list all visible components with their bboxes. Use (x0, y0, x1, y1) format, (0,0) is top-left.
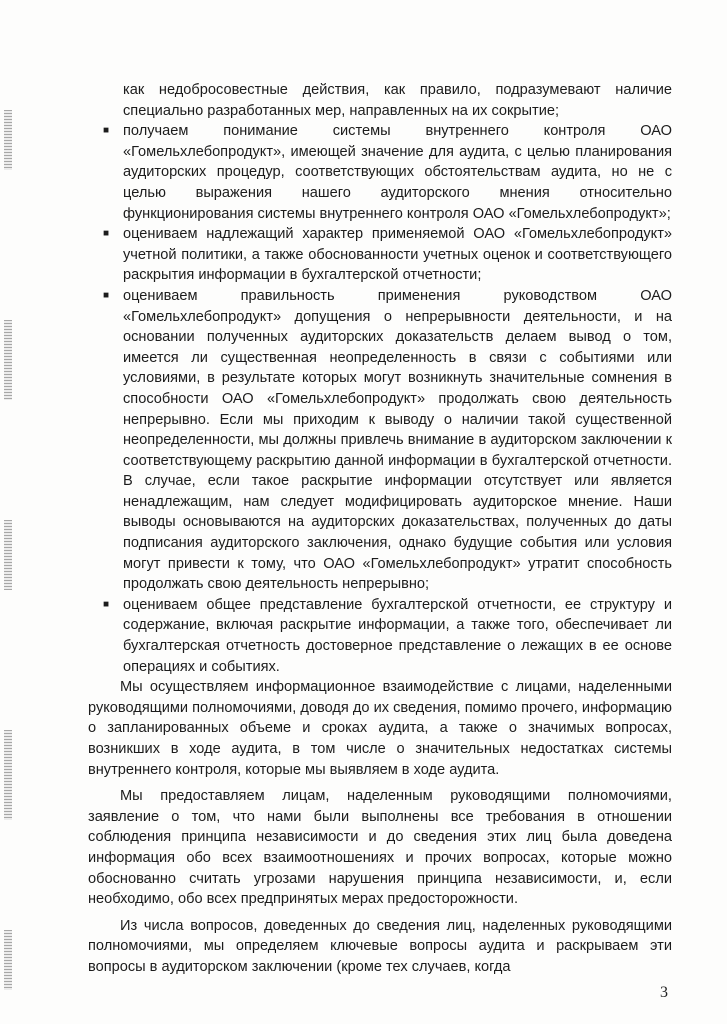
scan-artifact (4, 930, 12, 990)
list-item (88, 595, 672, 677)
list-item-text: оцениваем надлежащий характер применяемой ОАО «Гомельхлебопродукт» учетной политики, а также обоснованности учетных оценок и соответствующего раскрытия информации в бухгалтерской отчетности; (123, 226, 672, 284)
bullet-icon: ■ (103, 228, 110, 240)
bullet-icon: ■ (103, 289, 110, 301)
paragraph: Мы осуществляем информационное взаимодействие с лицами, наделенными руководящими полномочиями, доводя до их сведения, помимо прочего, информацию о запланированных объеме и сроках аудита, а также о значимых вопросах, возникших в ходе аудита, в том числе о значительных недостатках системы внутреннего контроля, которые мы выявляем в ходе аудита. (88, 679, 672, 778)
scan-artifact (4, 730, 12, 820)
scan-artifact (4, 320, 12, 400)
list-item-text: получаем понимание системы внутреннего контроля ОАО «Гомельхлебопродукт», имеющей значение для аудита, с целью планирования аудиторских процедур, соответствующих обстоятельствам аудита, но не с целью выражения нашего аудиторского мнения относительно функционирования системы внутреннего контроля ОАО «Гомельхлебопродукт»; (123, 123, 672, 222)
paragraph: Из числа вопросов, доведенных до сведения лиц, наделенных руководящими полномочиями, мы определяем ключевые вопросы аудита и раскрываем эти вопросы в аудиторском заключении (кроме тех случаев, когда (88, 917, 672, 975)
scan-artifact (4, 110, 12, 170)
scan-artifact (4, 520, 12, 590)
list-item-text: оцениваем общее представление бухгалтерской отчетности, ее структуру и содержание, включая раскрытие информации, а также того, обеспечивает ли бухгалтерская отчетность достоверное представление о лежащих в ее основе операциях и событиях. (123, 596, 672, 675)
list-item (88, 121, 672, 224)
list-item (88, 286, 672, 595)
page-number: 3 (660, 984, 668, 1001)
bullet-icon: ■ (103, 125, 110, 137)
continuation-text: как недобросовестные действия, как правило, подразумевают наличие специально разработанных мер, направленных на их сокрытие; (123, 82, 672, 119)
document-body (88, 80, 672, 978)
list-item (88, 224, 672, 286)
bullet-icon: ■ (103, 598, 110, 610)
list-item-text: оцениваем правильность применения руководством ОАО «Гомельхлебопродукт» допущения о непрерывности деятельности, и на основании полученных аудиторских доказательств делаем вывод о том, имеется ли существенная неопределенность в связи с событиями или условиями, в результате которых могут возникнуть значительные сомнения в способности ОАО «Гомельхлебопродукт» продолжать свою деятельность непрерывно. Если мы приходим к выводу о наличии такой существенной неопределенности, мы должны привлечь внимание в аудиторском заключении к соответствующему раскрытию данной информации в бухгалтерской отчетности. В случае, если такое раскрытие информации отсутствует или является ненадлежащим, нам следует модифицировать аудиторское мнение. Наши выводы основываются на аудиторских доказательствах, полученных до даты подписания аудиторского заключения, однако будущие события или условия могут привести к тому, что ОАО «Гомельхлебопродукт» утратит способность продолжать свою деятельность непрерывно; (123, 287, 672, 593)
paragraph: Мы предоставляем лицам, наделенным руководящими полномочиями, заявление о том, что нами были выполнены все требования в отношении соблюдения принципа независимости и до сведения этих лиц была доведена информация обо всех взаимоотношениях и прочих вопросах, которые можно обоснованно считать угрозами нарушения принципа независимости, и, если необходимо, обо всех предпринятых мерах предосторожности. (88, 788, 672, 908)
